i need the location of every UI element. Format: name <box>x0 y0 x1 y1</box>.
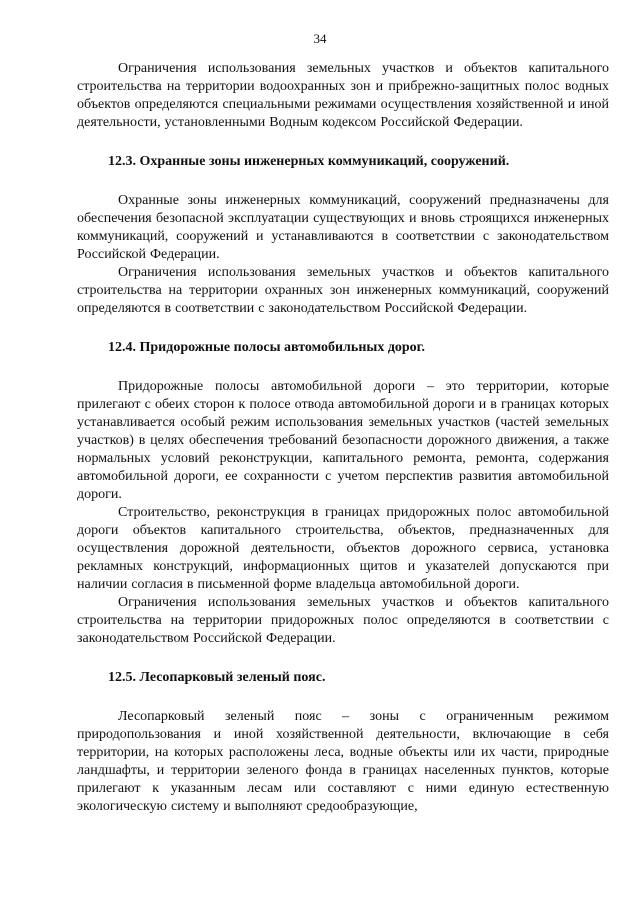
section-12-4-paragraph-3: Ограничения использования земельных участков и объектов капитального строительства на территории придорожных полос определяются в соответствии с законодательством Российской Федерации. <box>77 595 609 646</box>
section-heading-12-5: 12.5. Лесопарковый зеленый пояс. <box>108 670 326 685</box>
section-12-5-paragraph-1: Лесопарковый зеленый пояс – зоны с ограниченным режимом природопользования и иной хозяйственной деятельности, включающие в себя территории, на которых расположены леса, водные объекты или их части, природные ландшафты, и территории зеленого фонда в границах населенных пунктов, которые прилегают к указанным лесам или составляют с ними единую естественную экологическую систему и выполняют средообразующие, <box>77 709 609 814</box>
section-heading-12-3: 12.3. Охранные зоны инженерных коммуникаций, сооружений. <box>108 154 510 169</box>
page-number: 34 <box>313 31 327 46</box>
section-heading-12-4: 12.4. Придорожные полосы автомобильных дорог. <box>108 340 425 355</box>
section-12-3-paragraph-1: Охранные зоны инженерных коммуникаций, сооружений предназначены для обеспечения безопасной эксплуатации существующих и вновь строящихся инженерных коммуникаций, сооружений и устанавливаются в соответствии с законодательством Российской Федерации. <box>77 193 609 262</box>
intro-paragraph: Ограничения использования земельных участков и объектов капитального строительства на территории водоохранных зон и прибрежно-защитных полос водных объектов определяются специальными режимами осуществления хозяйственной и иной деятельности, установленными Водным кодексом Российской Федерации. <box>77 61 609 130</box>
document-body <box>77 60 609 816</box>
section-12-4-paragraph-1: Придорожные полосы автомобильной дороги – это территории, которые прилегают с обеих сторон к полосе отвода автомобильной дороги и в границах которых устанавливается особый режим использования земельных участков (частей земельных участков) в целях обеспечения требований безопасности дорожного движения, а также нормальных условий реконструкции, капитального ремонта, ремонта, содержания автомобильной дороги, ее сохранности с учетом перспектив развития автомобильной дороги. <box>77 379 609 502</box>
section-12-3-paragraph-2: Ограничения использования земельных участков и объектов капитального строительства на территории охранных зон инженерных коммуникаций, сооружений определяются в соответствии с законодательством Российской Федерации. <box>77 265 609 316</box>
section-12-4-paragraph-2: Строительство, реконструкция в границах придорожных полос автомобильной дороги объектов капитального строительства, объектов, предназначенных для осуществления дорожной деятельности, объектов дорожного сервиса, установка рекламных конструкций, информационных щитов и указателей допускаются при наличии согласия в письменной форме владельца автомобильной дороги. <box>77 505 609 592</box>
